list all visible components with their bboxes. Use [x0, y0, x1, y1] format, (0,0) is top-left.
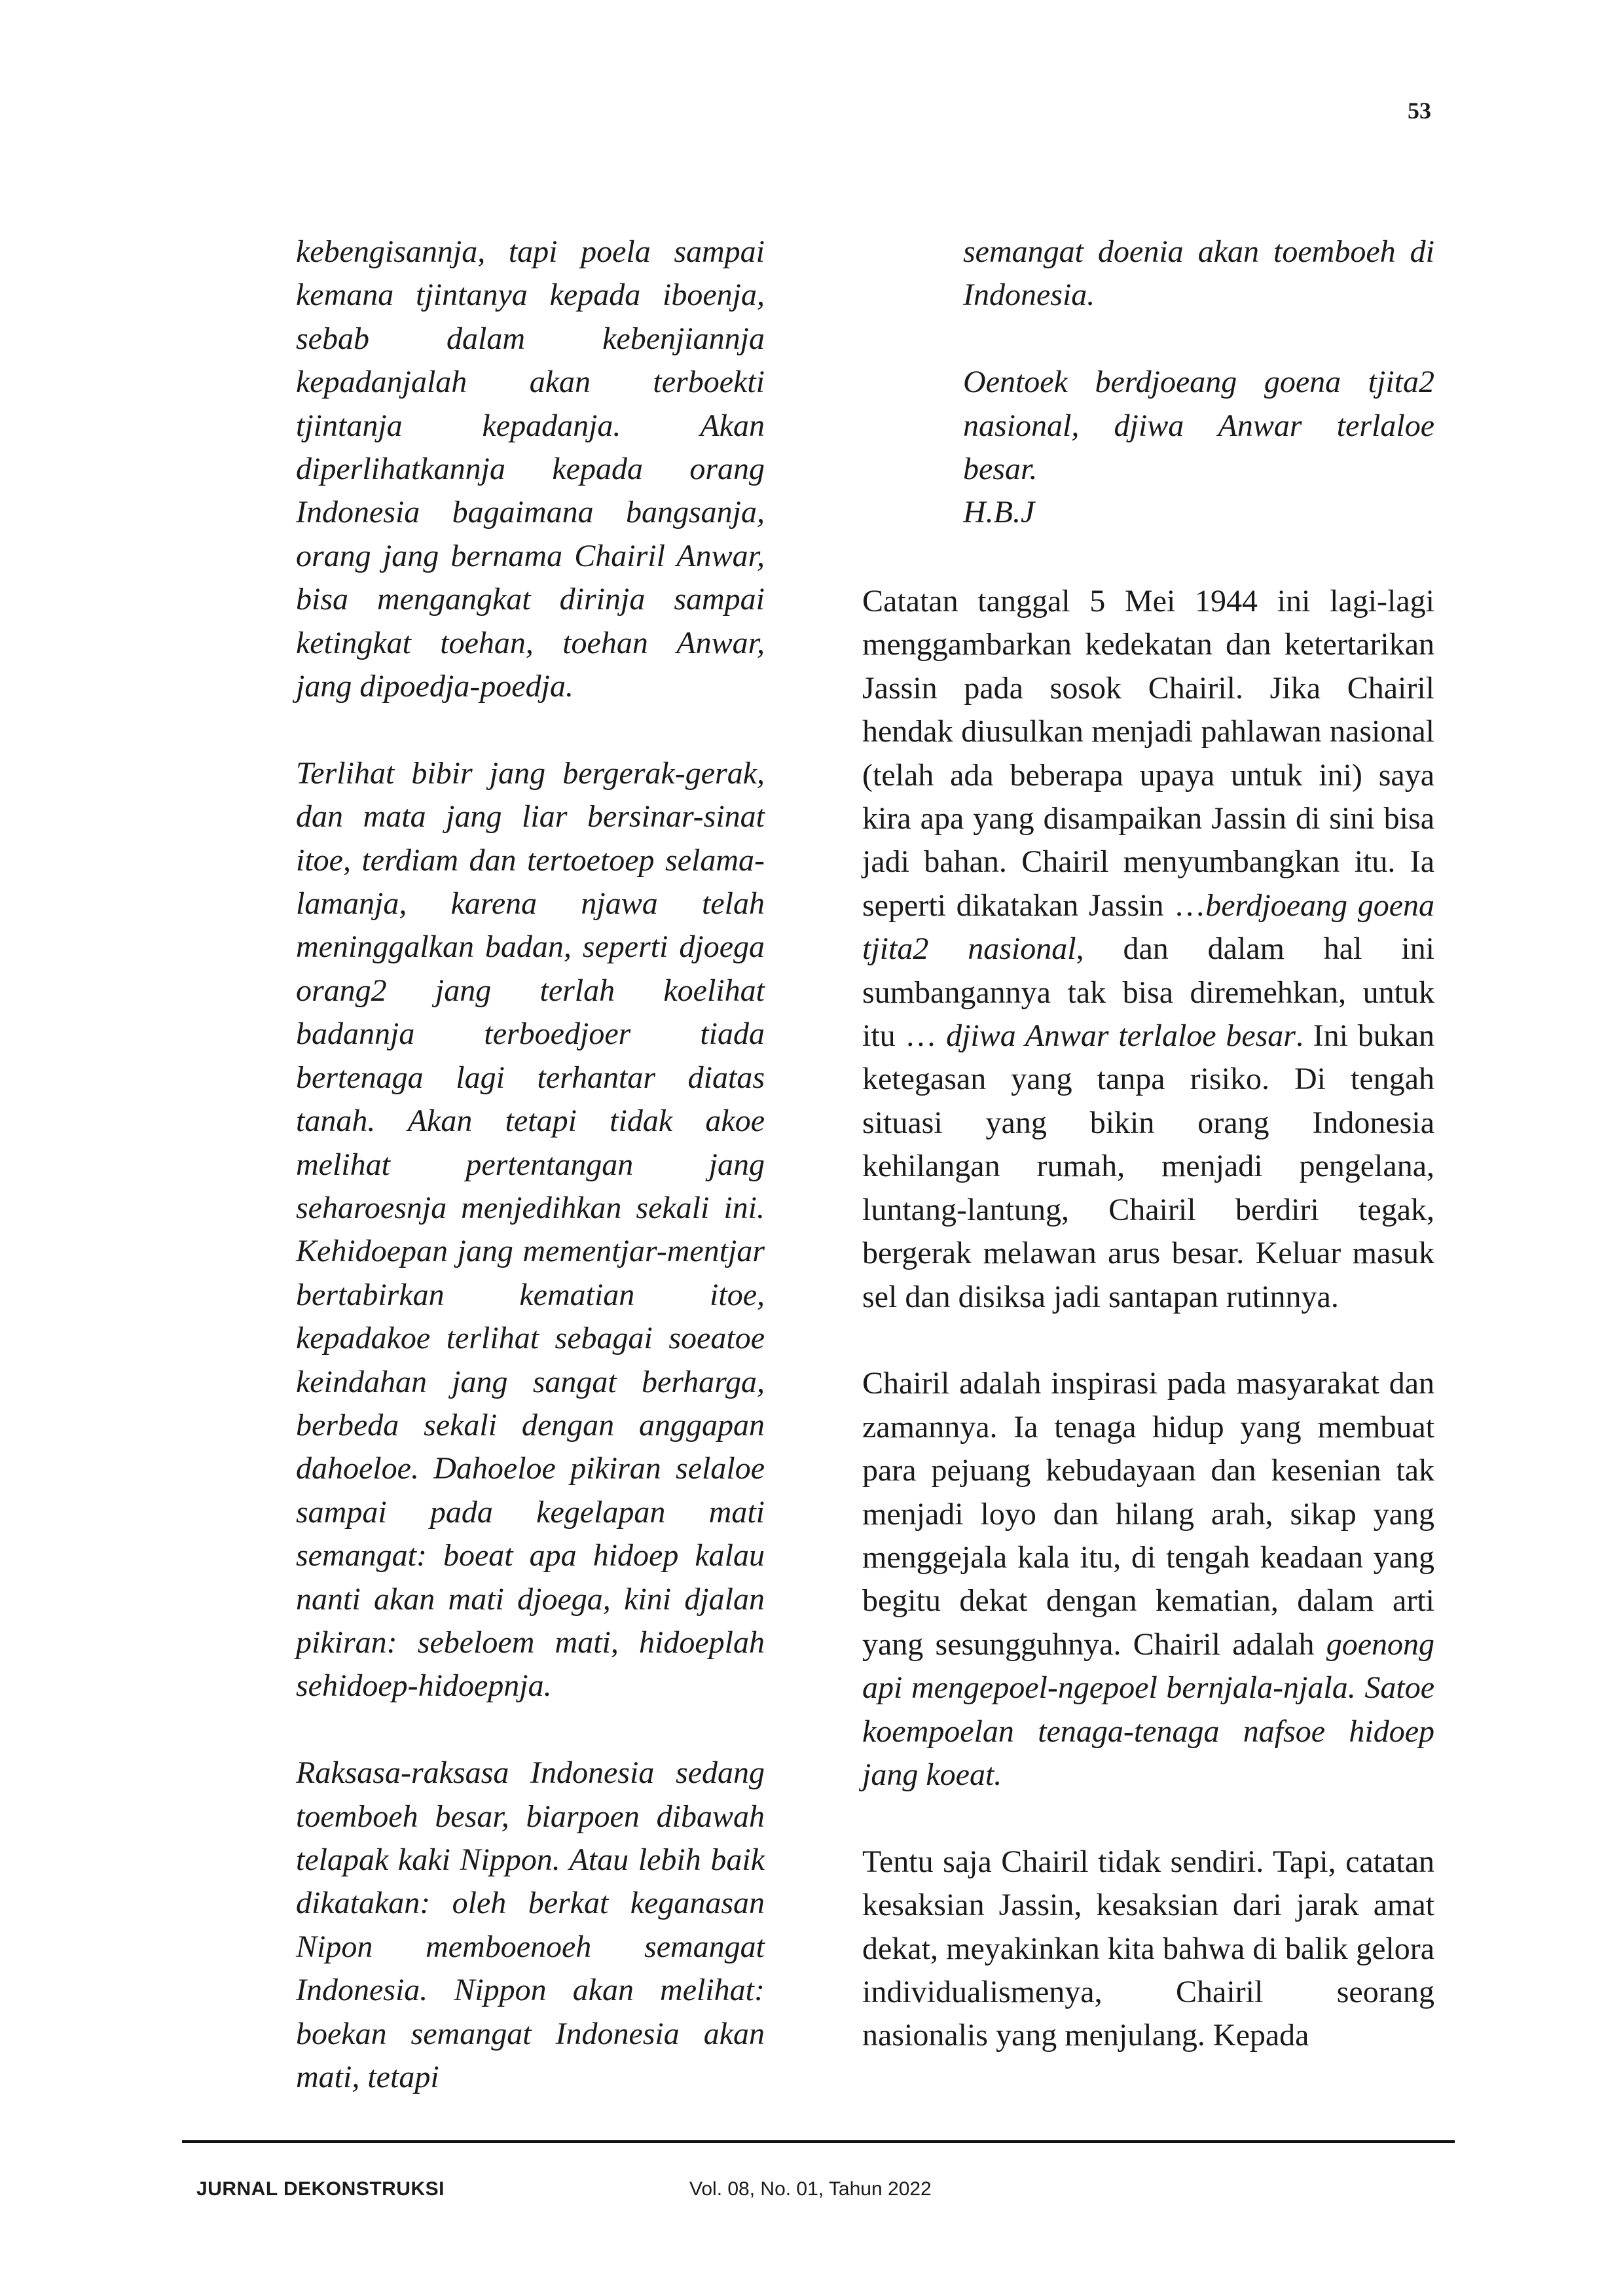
right-column — [862, 580, 1434, 2058]
quote-paragraph-2-text: Oentoek berdjoeang goena tjita2 nasional, djiwa Anwar terlaloe besar. — [963, 365, 1434, 487]
right-p1-italic-b: berdjoeang goena tjita2 nasional — [862, 888, 1434, 967]
right-p2-italic-b: goenong api mengepoel-ngepoel bernjala-njala. Satoe koempoelan tenaga-tenaga nafsoe hidoep jang koeat. — [862, 1626, 1434, 1792]
right-paragraph-3: Tentu saja Chairil tidak sendiri. Tapi, catatan kesaksian Jassin, kesaksian dari jarak amat dekat, meyakinkan kita bahwa di balik gelora individualismenya, Chairil seorang nasionalis yang menjulang. Kepada — [862, 1844, 1434, 2053]
page-number: 53 — [1408, 98, 1431, 124]
right-paragraph-2 — [862, 1362, 1434, 1797]
right-p1-text-a: Catatan tanggal 5 Mei 1944 ini lagi-lagi menggambarkan kedekatan dan ketertarikan Jassin pada sosok Chairil. Jika Chairil hendak diusulkan menjadi pahlawan nasional (telah ada beberapa upaya untuk ini) saya kira apa yang disampaikan Jassin di sini bisa jadi bahan. Chairil menyumbangkan itu. Ia seperti dikatakan Jassin … — [862, 584, 1434, 923]
quote-paragraph-1: semangat doenia akan toemboeh di Indonesia. — [963, 234, 1434, 313]
right-p1-italic-d: djiwa Anwar terlaloe besar — [946, 1018, 1296, 1054]
footer-divider — [182, 2140, 1455, 2143]
right-p2-text-a: Chairil adalah inspirasi pada masyarakat dan zamannya. Ia tenaga hidup yang membuat para pejuang kebudayaan dan kesenian tak menjadi loyo dan hilang arah, sikap yang menggejala kala itu, di tengah keadaan yang begitu dekat dengan kematian, dalam arti yang sesungguhnya. Chairil adalah — [862, 1366, 1434, 1662]
right-paragraph-1 — [862, 580, 1434, 1319]
left-paragraph-1: kebengisannja, tapi poela sampai kemana tjintanya kepada iboenja, sebab dalam kebenjiannja kepadanjalah akan terboekti tjintanja kepadanja. Akan diperlihatkannja kepada orang Indonesia bagaimana bangsanja, orang jang bernama Chairil Anwar, bisa mengangkat dirinja sampai ketingkat toehan, toehan Anwar, jang dipoedja-poedja. — [296, 234, 765, 704]
right-p1-text-c: , dan dalam hal ini sumbangannya tak bisa diremehkan, untuk itu … — [862, 931, 1434, 1054]
right-p1-text-e: . Ini bukan ketegasan yang tanpa risiko. Di tengah situasi yang bikin orang Indonesia kehilangan rumah, menjadi pengelana, luntang-lantung, Chairil berdiri tegak, bergerak melawan arus besar. Keluar masuk sel dan disiksa jadi santapan rutinnya. — [862, 1018, 1435, 1314]
quote-paragraph-2 — [963, 361, 1434, 535]
quote-signature: H.B.J — [963, 495, 1035, 530]
left-paragraph-3: Raksasa-raksasa Indonesia sedang toemboeh besar, biarpoen dibawah telapak kaki Nippon. Atau lebih baik dikatakan: oleh berkat keganasan Nipon memboenoeh semangat Indonesia. Nippon akan melihat: boekan semangat Indonesia akan mati, tetapi — [296, 1755, 765, 2095]
footer-journal-name: JURNAL DEKONSTRUKSI — [196, 2178, 445, 2200]
left-column — [296, 230, 765, 2099]
left-paragraph-2: Terlihat bibir jang bergerak-gerak, dan mata jang liar bersinar-sinat itoe, terdiam dan tertoetoep selama-lamanja, karena njawa telah meninggalkan badan, seperti djoega orang2 jang terlah koelihat badannja terboedjoer tiada bertenaga lagi terhantar diatas tanah. Akan tetapi tidak akoe melihat pertentangan jang seharoesnja menjedihkan sekali ini. Kehidoepan jang mementjar-mentjar bertabirkan kematian itoe, kepadakoe terlihat sebagai soeatoe keindahan jang sangat berharga, berbeda sekali dengan anggapan dahoeloe. Dahoeloe pikiran selaloe sampai pada kegelapan mati semangat: boeat apa hidoep kalau nanti akan mati djoega, kini djalan pikiran: sebeloem mati, hidoeplah sehidoep-hidoepnja. — [296, 755, 765, 1704]
footer-volume: Vol. 08, No. 01, Tahun 2022 — [689, 2178, 932, 2200]
right-column-quote — [963, 230, 1434, 535]
